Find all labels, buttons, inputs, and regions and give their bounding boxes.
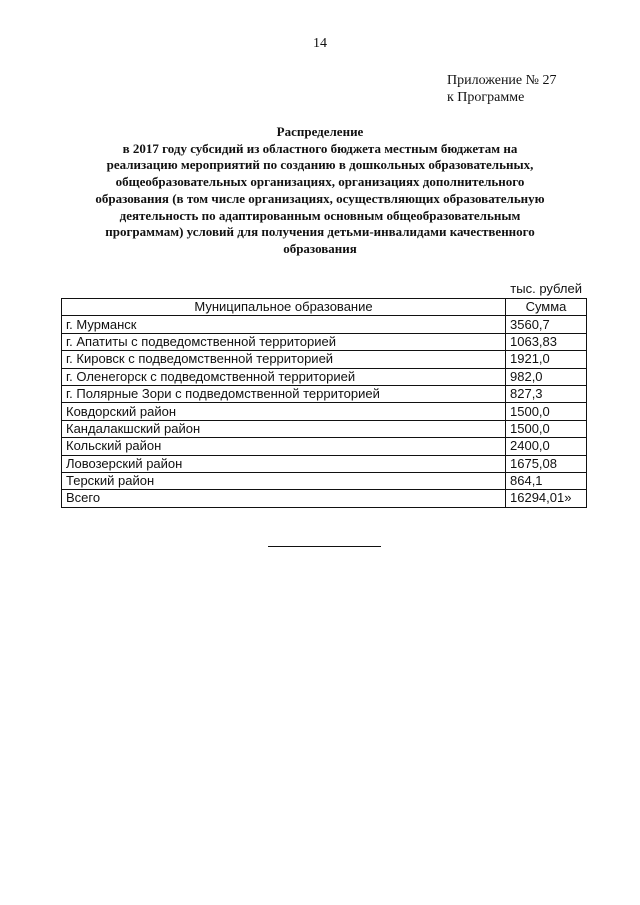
table-body: [62, 316, 587, 507]
municipality-cell: Всего: [62, 490, 506, 507]
sum-cell: 1500,0: [506, 403, 587, 420]
table-row: [62, 490, 587, 507]
table-row: [62, 385, 587, 402]
sum-cell: 1063,83: [506, 333, 587, 350]
municipality-cell: Ловозерский район: [62, 455, 506, 472]
table-row: [62, 420, 587, 437]
municipality-cell: Терский район: [62, 472, 506, 489]
table-row: [62, 351, 587, 368]
units-label: тыс. рублей: [510, 281, 582, 296]
page-number: 14: [313, 36, 327, 51]
sum-cell: 2400,0: [506, 438, 587, 455]
table-row: [62, 455, 587, 472]
municipality-cell: г. Полярные Зори с подведомственной территорией: [62, 385, 506, 402]
municipality-cell: Ковдорский район: [62, 403, 506, 420]
table-row: [62, 316, 587, 333]
municipality-cell: г. Кировск с подведомственной территорией: [62, 351, 506, 368]
header-sum: Сумма: [506, 299, 587, 316]
table-row: [62, 438, 587, 455]
document-title: [90, 124, 550, 258]
municipality-cell: г. Оленегорск с подведомственной территорией: [62, 368, 506, 385]
appendix-reference: [447, 72, 557, 106]
sum-cell: 1675,08: [506, 455, 587, 472]
municipality-cell: Кандалакшский район: [62, 420, 506, 437]
sum-cell: 3560,7: [506, 316, 587, 333]
table-row: [62, 333, 587, 350]
sum-cell: 1921,0: [506, 351, 587, 368]
closing-rule: [268, 546, 381, 547]
header-municipality: Муниципальное образование: [62, 299, 506, 316]
table-header-row: [62, 299, 587, 316]
table-row: [62, 472, 587, 489]
allocation-table: [61, 298, 587, 508]
appendix-line-1: Приложение № 27: [447, 73, 557, 88]
sum-cell: 864,1: [506, 472, 587, 489]
title-body: в 2017 году субсидий из областного бюджета местным бюджетам на реализацию мероприятий по созданию в дошкольных образовательных, общеобразовательных организациях, организациях дополнительного образования (в том числе организациях, осуществляющих образовательную деятельность по адаптированным основным общеобразовательным программам) условий для получения детьми-инвалидами качественного образования: [95, 140, 545, 256]
title-heading: Распределение: [276, 124, 364, 139]
sum-cell: 16294,01»: [506, 490, 587, 507]
sum-cell: 1500,0: [506, 420, 587, 437]
municipality-cell: Кольский район: [62, 438, 506, 455]
table-row: [62, 368, 587, 385]
appendix-line-2: к Программе: [447, 90, 525, 105]
municipality-cell: г. Мурманск: [62, 316, 506, 333]
municipality-cell: г. Апатиты с подведомственной территорией: [62, 333, 506, 350]
sum-cell: 982,0: [506, 368, 587, 385]
sum-cell: 827,3: [506, 385, 587, 402]
table-row: [62, 403, 587, 420]
